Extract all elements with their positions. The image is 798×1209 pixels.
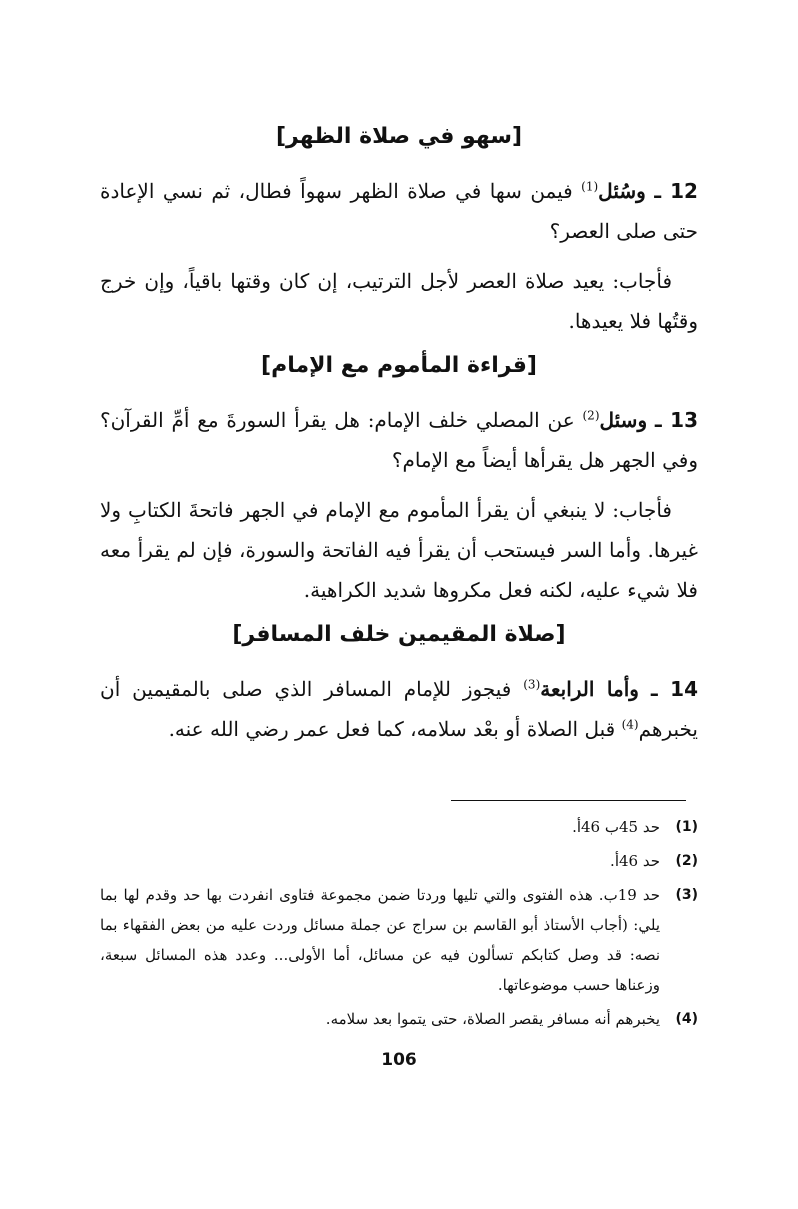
question-paragraph bbox=[100, 171, 698, 251]
footnotes bbox=[100, 812, 698, 1038]
answer-paragraph: فأجاب: يعيد صلاة العصر لأجل الترتيب، إن كان وقتها باقياً، وإن خرج وقتُها فلا يعيدها. bbox=[100, 269, 698, 333]
item-number: 12 ـ bbox=[654, 179, 698, 203]
footnote-text: حد 46أ. bbox=[610, 852, 660, 870]
question-text: فيجوز للإمام المسافر الذي صلى بالمقيمين أن يخبرهم bbox=[100, 677, 698, 741]
question-paragraph bbox=[100, 669, 698, 749]
footnote bbox=[100, 1004, 698, 1034]
item-number: 13 ـ bbox=[654, 408, 699, 432]
footnote-ref[interactable]: (3) bbox=[523, 677, 541, 692]
footnote-number: (1) bbox=[675, 819, 698, 835]
main-text bbox=[100, 112, 698, 759]
footnote-number: (4) bbox=[675, 1011, 698, 1027]
question-lead: وسُئل bbox=[598, 179, 646, 203]
question-paragraph bbox=[100, 400, 698, 480]
footnote-text: حد 19ب. هذه الفتوى والتي تليها وردتا ضمن مجموعة فتاوى انفردت بها حد وقدم لها بما يلي: (أجاب الأستاذ أبو القاسم بن سراج عن جملة مسائل وردت عليه من بعض الفقهاء بما نصه: قد وصل كتابكم تسألون فيه عن مسائل، أما الأولى... وعدد هذه المسائل سبعة، وزعناها حسب موضوعاتها. bbox=[100, 886, 660, 994]
section-heading: [صلاة المقيمين خلف المسافر] bbox=[232, 622, 566, 647]
answer-paragraph: فأجاب: لا ينبغي أن يقرأ المأموم مع الإمام في الجهر فاتحةَ الكتابِ ولا غيرها. وأما السر فيستحب أن يقرأ فيه الفاتحة والسورة، فإن لم يقرأ معه فلا شيء عليه، لكنه فعل مكروها شديد الكراهية. bbox=[100, 498, 698, 602]
footnote bbox=[100, 880, 698, 1000]
page-number: 106 bbox=[381, 1050, 417, 1070]
footnote-ref[interactable]: (2) bbox=[582, 408, 600, 423]
footnote-number: (3) bbox=[675, 887, 698, 903]
footnote-text: يخبرهم أنه مسافر يقصر الصلاة، حتى يتموا بعد سلامه. bbox=[325, 1010, 660, 1028]
question-text-continued: قبل الصلاة أو بعْد سلامه، كما فعل عمر رضي الله عنه. bbox=[168, 717, 622, 741]
footnote-ref[interactable]: (4) bbox=[621, 717, 639, 732]
footnote-number: (2) bbox=[675, 853, 698, 869]
footnote-ref[interactable]: (1) bbox=[581, 179, 599, 194]
footnote bbox=[100, 812, 698, 842]
footnote-divider bbox=[451, 800, 686, 801]
item-number: 14 ـ bbox=[650, 677, 698, 701]
question-lead: وأما الرابعة bbox=[540, 677, 639, 701]
section-heading: [قراءة المأموم مع الإمام] bbox=[261, 353, 537, 378]
footnote bbox=[100, 846, 698, 876]
question-text: عن المصلي خلف الإمام: هل يقرأ السورةَ مع أمِّ القرآن؟ وفي الجهر هل يقرأها أيضاً مع الإمام؟ bbox=[100, 408, 698, 472]
footnote-text: حد 45ب 46أ. bbox=[572, 818, 660, 836]
question-lead: وسئل bbox=[599, 408, 648, 432]
question-text: فيمن سها في صلاة الظهر سهواً فطال، ثم نسي الإعادة حتى صلى العصر؟ bbox=[100, 179, 698, 243]
section-heading: [سهو في صلاة الظهر] bbox=[275, 124, 523, 149]
